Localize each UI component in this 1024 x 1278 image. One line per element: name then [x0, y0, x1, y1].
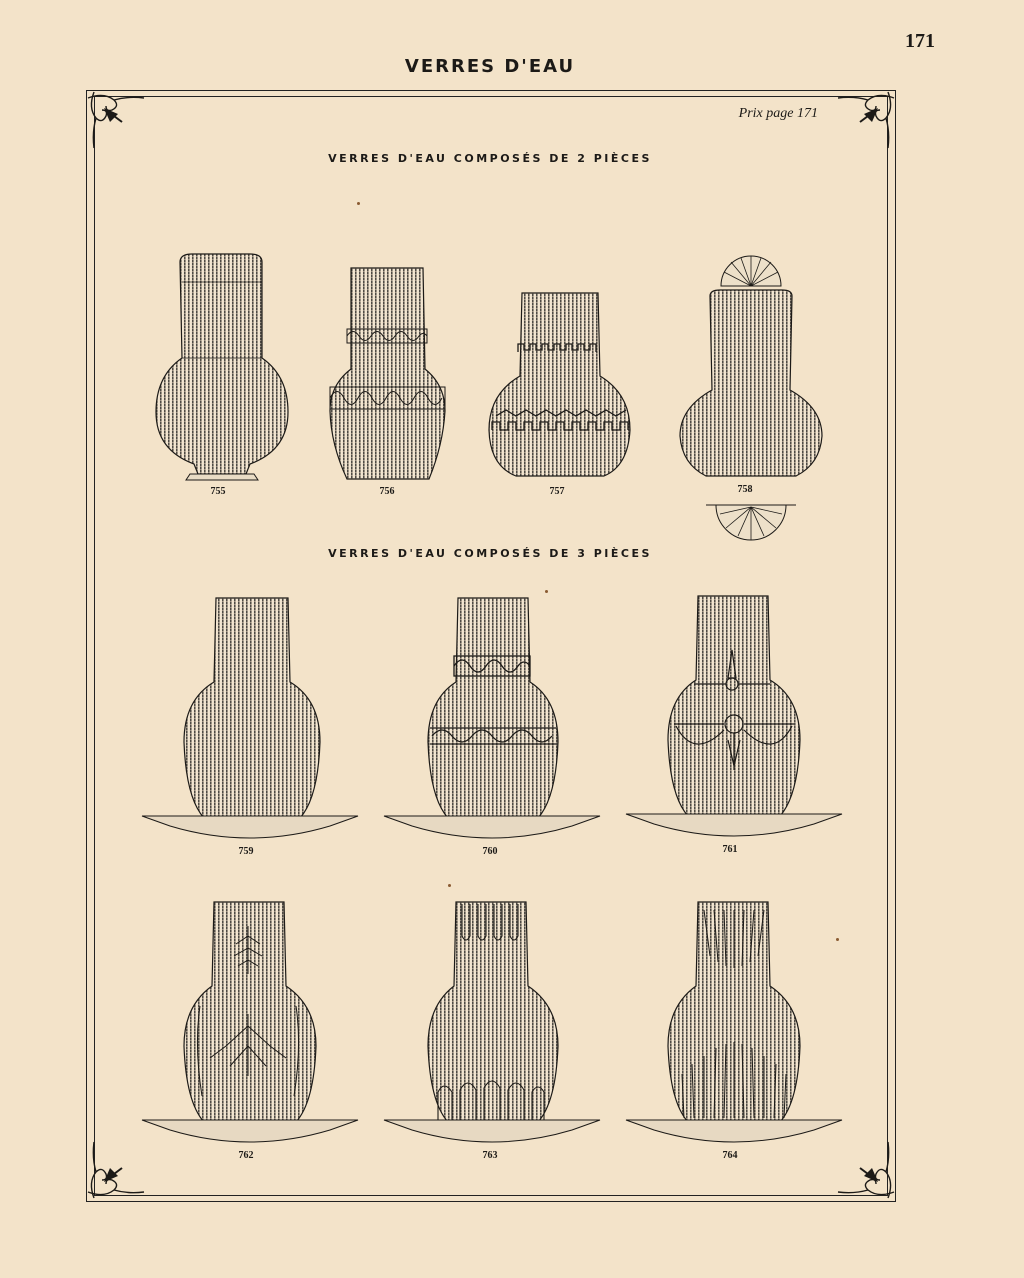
section-title-three-pieces: VERRES D'EAU COMPOSÉS DE 3 PIÈCES	[328, 547, 652, 560]
item-number: 758	[737, 484, 753, 495]
item-number: 761	[722, 844, 738, 855]
glass-carafe-763-illustration	[382, 896, 602, 1146]
glass-carafe-762-illustration	[140, 896, 360, 1146]
glass-carafe-755-illustration	[150, 250, 295, 482]
glass-carafe-756-illustration	[325, 265, 450, 483]
paper-speck	[448, 884, 451, 887]
paper-speck	[836, 938, 839, 941]
glass-carafe-764-illustration	[624, 896, 844, 1146]
glass-carafe-761-illustration	[624, 590, 844, 840]
page-title: VERRES D'EAU	[404, 56, 576, 77]
glass-carafe-760-illustration	[382, 592, 602, 842]
paper-speck	[545, 590, 548, 593]
item-number: 760	[482, 846, 498, 857]
item-number: 763	[482, 1150, 498, 1161]
corner-ornament-bottom-right	[834, 1138, 898, 1202]
item-number: 755	[210, 486, 226, 497]
corner-ornament-bottom-left	[84, 1138, 148, 1202]
item-number: 764	[722, 1150, 738, 1161]
section-title-two-pieces: VERRES D'EAU COMPOSÉS DE 2 PIÈCES	[328, 152, 652, 165]
item-number: 762	[238, 1150, 254, 1161]
corner-ornament-top-right	[834, 88, 898, 152]
item-number: 757	[549, 486, 565, 497]
item-number: 759	[238, 846, 254, 857]
glass-carafe-757-illustration	[486, 290, 634, 480]
paper-speck	[357, 202, 360, 205]
corner-ornament-top-left	[84, 88, 148, 152]
item-number: 756	[379, 486, 395, 497]
price-reference: Prix page 171	[738, 106, 818, 121]
glass-carafe-759-illustration	[140, 592, 360, 842]
glass-carafe-758-illustration	[676, 252, 826, 547]
page-number: 171	[905, 30, 935, 52]
